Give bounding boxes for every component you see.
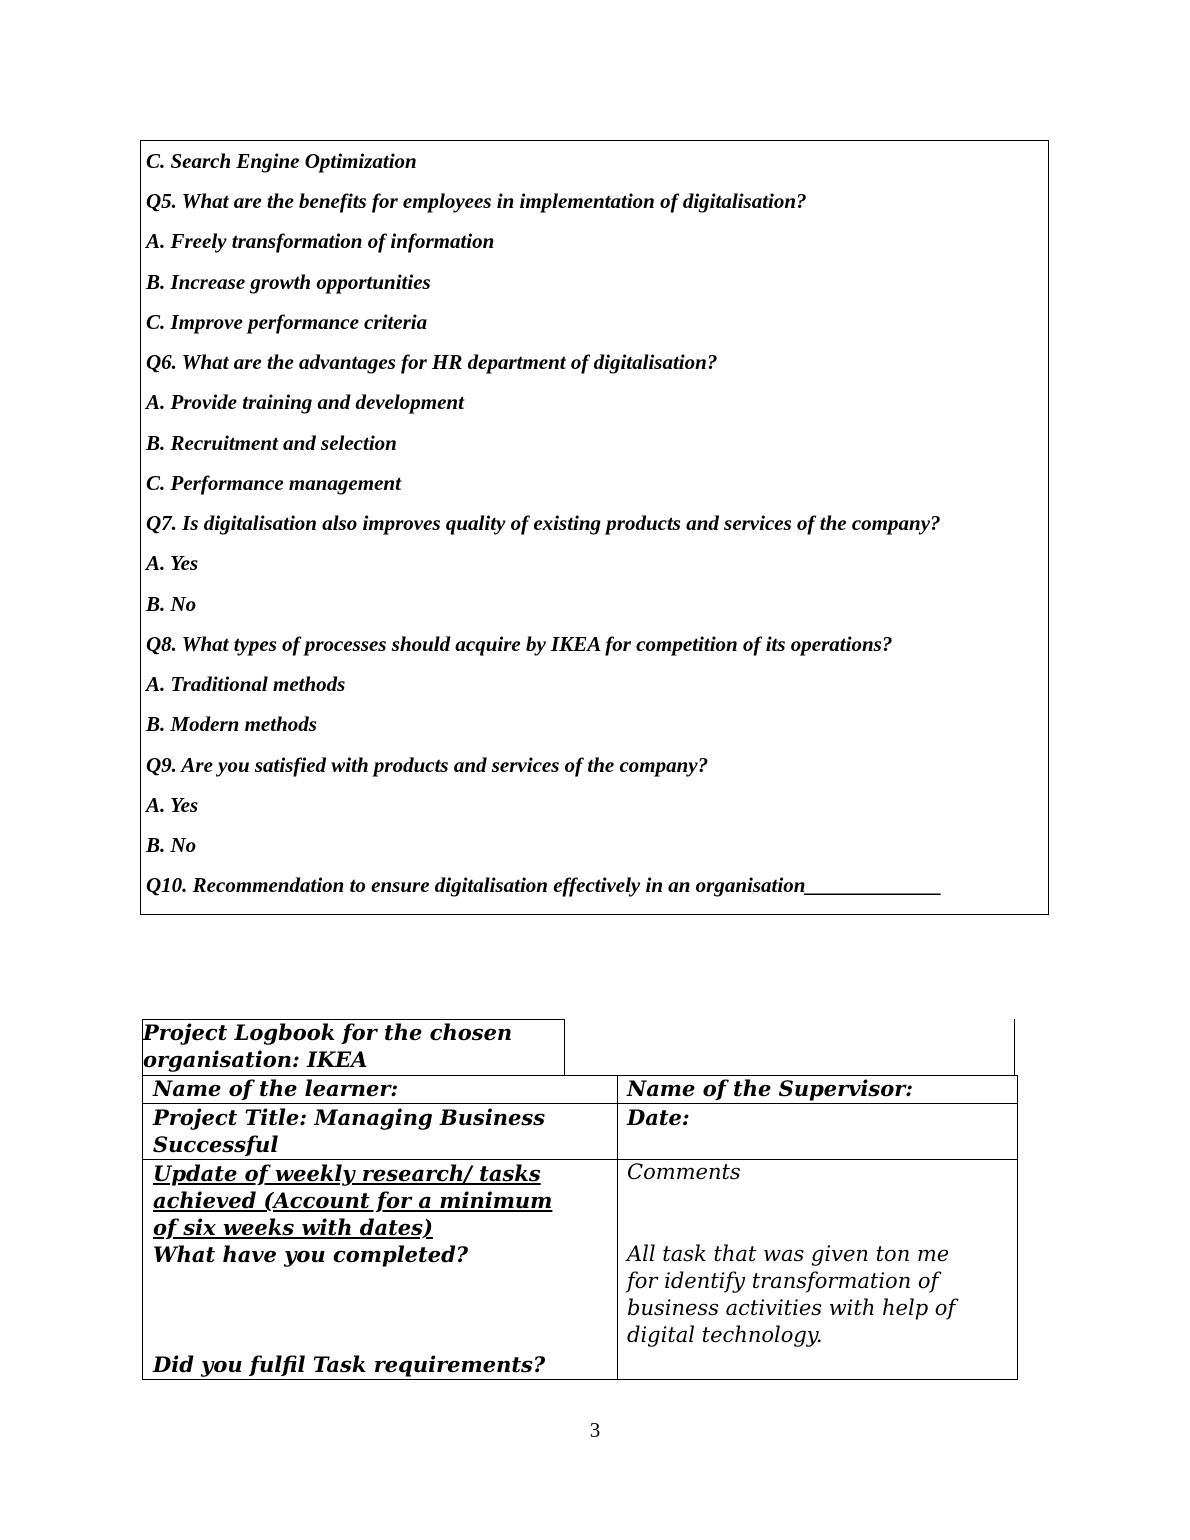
question-line: Q7. Is digitalisation also improves quality of existing products and services of the company? bbox=[146, 511, 941, 535]
option-line: C. Search Engine Optimization bbox=[146, 149, 417, 173]
comment-text: All task that was given ton me bbox=[627, 1242, 950, 1266]
option-line: A. Provide training and development bbox=[146, 390, 464, 414]
supervisor-label: Name of the Supervisor: bbox=[627, 1076, 914, 1101]
option-line: B. Modern methods bbox=[146, 712, 317, 736]
option-line: B. Increase growth opportunities bbox=[146, 270, 431, 294]
project-title: Successful bbox=[153, 1132, 279, 1157]
update-heading: Update of weekly research/ tasks bbox=[153, 1161, 541, 1186]
update-heading: achieved (Account for a minimum bbox=[153, 1188, 553, 1213]
table-rule bbox=[617, 1075, 618, 1380]
option-line: A. Yes bbox=[146, 793, 199, 817]
update-heading: of six weeks with dates) bbox=[153, 1215, 433, 1240]
table-rule bbox=[142, 1379, 1018, 1380]
option-line: A. Traditional methods bbox=[146, 672, 346, 696]
option-line: A. Yes bbox=[146, 551, 199, 575]
option-line: A. Freely transformation of information bbox=[146, 229, 495, 253]
comment-text: business activities with help of bbox=[627, 1296, 956, 1320]
project-title: Project Title: Managing Business bbox=[153, 1105, 546, 1130]
date-label: Date: bbox=[627, 1105, 690, 1130]
comment-text: digital technology. bbox=[627, 1323, 823, 1347]
question-line: Q10. Recommendation to ensure digitalisation effectively in an organisation_____________ bbox=[146, 873, 942, 897]
option-line: C. Improve performance criteria bbox=[146, 310, 428, 334]
comments-label: Comments bbox=[627, 1160, 741, 1184]
question-line: Q6. What are the advantages for HR department of digitalisation? bbox=[146, 350, 718, 374]
completed-question: What have you completed? bbox=[153, 1242, 469, 1267]
question-line: Q9. Are you satisfied with products and services of the company? bbox=[146, 753, 709, 777]
question-line: Q8. What types of processes should acquire by IKEA for competition of its operations? bbox=[146, 632, 893, 656]
option-line: B. No bbox=[146, 833, 197, 857]
page-number: 3 bbox=[589, 1418, 601, 1442]
comment-text: for identify transformation of bbox=[627, 1269, 939, 1293]
logbook-title: organisation: IKEA bbox=[143, 1047, 368, 1072]
table-rule bbox=[1017, 1075, 1018, 1380]
table-rule bbox=[564, 1019, 565, 1075]
question-line: Q5. What are the benefits for employees in implementation of digitalisation? bbox=[146, 189, 807, 213]
option-line: B. No bbox=[146, 592, 197, 616]
fulfil-question: Did you fulfil Task requirements? bbox=[153, 1352, 546, 1377]
learner-label: Name of the learner: bbox=[153, 1076, 399, 1101]
option-line: C. Performance management bbox=[146, 471, 401, 495]
table-rule bbox=[1014, 1019, 1015, 1075]
logbook-title: Project Logbook for the chosen bbox=[143, 1020, 513, 1045]
option-line: B. Recruitment and selection bbox=[146, 431, 397, 455]
questionnaire-box bbox=[140, 140, 1049, 915]
table-rule bbox=[142, 1019, 143, 1380]
